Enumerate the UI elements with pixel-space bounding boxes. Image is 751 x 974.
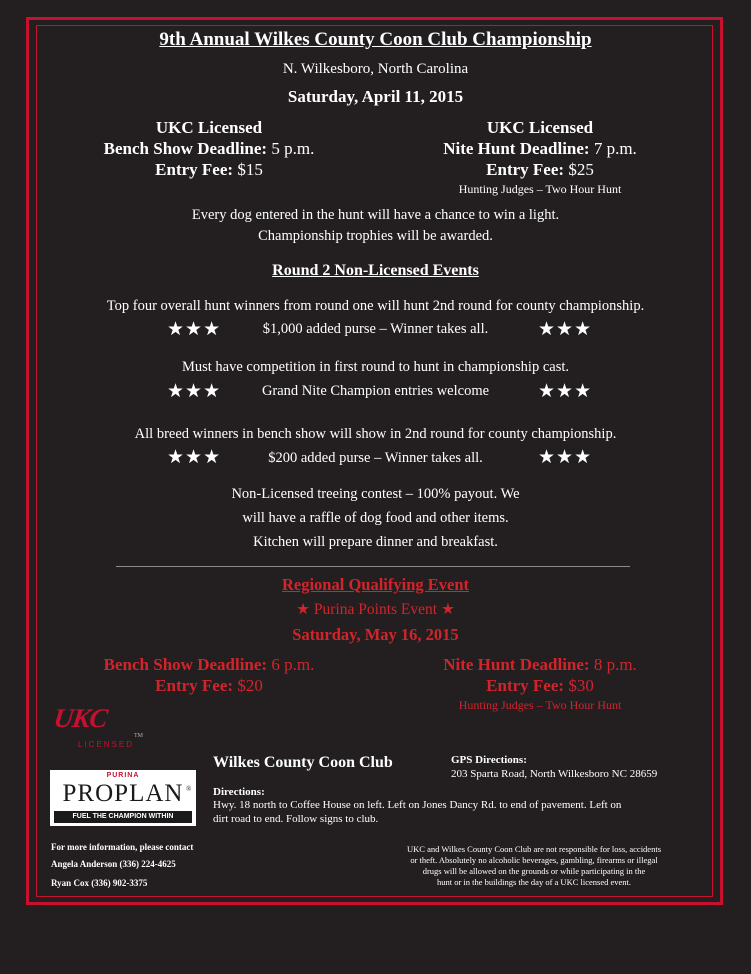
contact-person-2: Ryan Cox (336) 902-3375 bbox=[51, 878, 148, 888]
round2-p3-star-text: $200 added purse – Winner takes all. bbox=[268, 450, 483, 466]
bench-license: UKC Licensed bbox=[155, 118, 263, 137]
stars-left-3: ★★★ bbox=[167, 446, 222, 468]
proplan-brand: PURINA bbox=[106, 772, 140, 779]
stars-left-2: ★★★ bbox=[167, 380, 222, 402]
round2-p2-star-text: Grand Nite Champion entries welcome bbox=[261, 383, 490, 399]
bench-deadline-value: 5 p.m. bbox=[271, 139, 315, 158]
directions-line-2: dirt road to end. Follow signs to club. bbox=[213, 813, 379, 825]
gps-address: 203 Sparta Road, North Wilkesboro NC 28659 bbox=[451, 768, 658, 780]
proplan-tagline: FUEL THE CHAMPION WITHIN bbox=[54, 811, 192, 823]
round2-p4-line1: Non-Licensed treeing contest – 100% payout. We bbox=[231, 486, 520, 502]
bench-fee-value: $15 bbox=[237, 160, 263, 179]
regional-hunt-block bbox=[410, 654, 670, 714]
proplan-reg: ® bbox=[186, 785, 192, 793]
intro-line-1: Every dog entered in the hunt will have a chance to win a light. bbox=[191, 207, 560, 223]
intro-line-2: Championship trophies will be awarded. bbox=[258, 228, 493, 244]
round2-heading: Round 2 Non-Licensed Events bbox=[272, 262, 479, 279]
regional-hunt-note: Hunting Judges – Two Hour Hunt bbox=[458, 698, 622, 712]
event-date: Saturday, April 11, 2015 bbox=[287, 87, 464, 106]
event-location: N. Wilkesboro, North Carolina bbox=[282, 61, 469, 77]
hunt-license: UKC Licensed bbox=[486, 118, 594, 137]
regional-hunt-value: 8 p.m. bbox=[593, 655, 637, 674]
disclaimer-line-3: drugs will be allowed on the grounds or while participating in the bbox=[422, 866, 646, 876]
hunt-note: Hunting Judges – Two Hour Hunt bbox=[458, 182, 622, 196]
round2-p1: Top four overall hunt winners from round one will hunt 2nd round for county championship. bbox=[106, 298, 645, 314]
stars-right-1: ★★★ bbox=[538, 318, 593, 340]
regional-bench-value: 6 p.m. bbox=[271, 655, 315, 674]
regional-hunt-fee-value: $30 bbox=[568, 676, 594, 695]
directions-line-1: Hwy. 18 north to Coffee House on left. Left on Jones Dancy Rd. to end of pavement. Left on bbox=[213, 799, 622, 811]
regional-date: Saturday, May 16, 2015 bbox=[292, 625, 459, 644]
stars-left-1: ★★★ bbox=[167, 318, 222, 340]
round2-p4-line2: will have a raffle of dog food and other items. bbox=[242, 510, 509, 526]
regional-bench-block bbox=[80, 654, 338, 696]
disclaimer-line-2: or theft. Absolutely no alcoholic beverages, gambling, firearms or illegal bbox=[410, 855, 658, 865]
purina-points: ★ Purina Points Event ★ bbox=[296, 601, 455, 618]
ukc-logo-sub: LICENSED bbox=[78, 740, 135, 749]
stars-right-3: ★★★ bbox=[538, 446, 593, 468]
hunt-fee-label: Entry Fee: bbox=[486, 160, 565, 179]
ukc-logo-text: UKC bbox=[51, 703, 109, 733]
regional-bench-fee-value: $20 bbox=[237, 676, 263, 695]
hunt-deadline-label: Nite Hunt Deadline: bbox=[443, 139, 590, 158]
club-name: Wilkes County Coon Club bbox=[213, 754, 393, 771]
regional-hunt-fee-label: Entry Fee: bbox=[486, 676, 565, 695]
proplan-name: PROPLAN bbox=[62, 780, 184, 807]
bench-deadline-label: Bench Show Deadline: bbox=[103, 139, 268, 158]
regional-bench-fee-label: Entry Fee: bbox=[155, 676, 234, 695]
bench-show-block bbox=[80, 117, 338, 180]
round2-p1-star-text: $1,000 added purse – Winner takes all. bbox=[262, 321, 489, 337]
contact-intro: For more information, please contact bbox=[51, 842, 194, 852]
stars-right-2: ★★★ bbox=[538, 380, 593, 402]
regional-hunt-label: Nite Hunt Deadline: bbox=[443, 655, 590, 674]
event-title: 9th Annual Wilkes County Coon Club Championship bbox=[159, 29, 592, 50]
round2-p3: All breed winners in bench show will show in 2nd round for county championship. bbox=[134, 426, 617, 442]
disclaimer-line-1: UKC and Wilkes County Coon Club are not responsible for loss, accidents bbox=[407, 844, 661, 854]
bench-fee-label: Entry Fee: bbox=[155, 160, 234, 179]
proplan-logo bbox=[50, 770, 196, 826]
hunt-fee-value: $25 bbox=[568, 160, 594, 179]
round2-p2: Must have competition in first round to hunt in championship cast. bbox=[181, 359, 570, 375]
round2-p4-line3: Kitchen will prepare dinner and breakfast. bbox=[253, 534, 498, 550]
nite-hunt-block bbox=[410, 117, 670, 198]
ukc-logo-tm: TM bbox=[134, 733, 143, 739]
ukc-logo bbox=[51, 703, 144, 757]
section-divider bbox=[116, 566, 630, 567]
regional-heading: Regional Qualifying Event bbox=[281, 575, 470, 594]
directions-label: Directions: bbox=[213, 786, 265, 798]
regional-bench-label: Bench Show Deadline: bbox=[103, 655, 268, 674]
hunt-deadline-value: 7 p.m. bbox=[593, 139, 637, 158]
contact-person-1: Angela Anderson (336) 224-4625 bbox=[51, 859, 176, 869]
disclaimer bbox=[369, 844, 699, 888]
disclaimer-line-4: hunt or in the buildings the day of a UKC licensed event. bbox=[436, 877, 632, 887]
gps-label: GPS Directions: bbox=[451, 754, 527, 766]
